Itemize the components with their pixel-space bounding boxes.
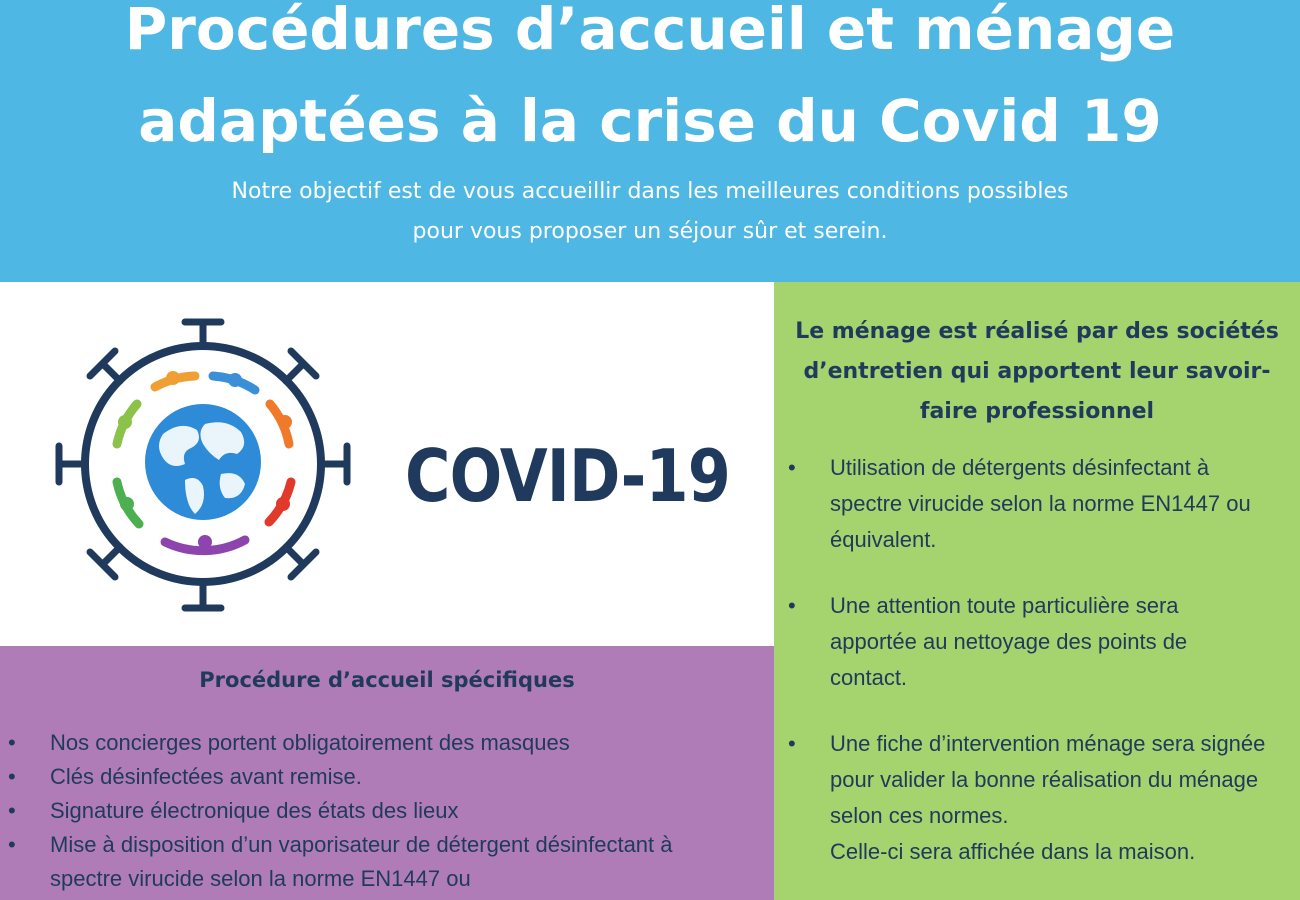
accueil-heading: Procédure d’accueil spécifiques xyxy=(199,668,575,692)
menage-list xyxy=(774,450,1270,900)
list-item-text: Une fiche d’intervention ménage sera signée pour valider la bonne réalisation du ménage selon ces normes. xyxy=(830,731,1266,828)
accueil-panel xyxy=(0,646,774,900)
covid-19-logo-text: COVID-19 xyxy=(405,434,730,518)
list-item: • Clés désinfectées avant remise. xyxy=(0,760,730,794)
list-item: • Une attention toute particulière sera apportée au nettoyage des points de contact. xyxy=(774,588,1270,696)
header-banner xyxy=(0,0,1300,282)
list-item xyxy=(774,726,1270,870)
virus-globe-people-icon xyxy=(45,312,365,622)
subtitle-line-1: Notre objectif est de vous accueillir dans les meilleures conditions possibles xyxy=(231,179,1069,204)
list-item: • Nos concierges portent obligatoirement des masques xyxy=(0,726,730,760)
list-item: • Signature électronique des états des lieux xyxy=(0,794,730,828)
menage-note: Celle-ci sera affichée dans la maison. xyxy=(830,839,1196,864)
menage-heading: Le ménage est réalisé par des sociétés d’entretien qui apportent leur savoir-faire professionnel xyxy=(795,319,1279,424)
title-line-2: adaptées à la crise du Covid 19 xyxy=(138,87,1162,155)
list-item: • Mise à disposition d’un vaporisateur de détergent désinfectant à spectre virucide selon la norme EN1447 ou xyxy=(0,828,730,896)
list-item: • Utilisation de détergents désinfectant à spectre virucide selon la norme EN1447 ou équivalent. xyxy=(774,450,1270,558)
subtitle-line-2: pour vous proposer un séjour sûr et serein. xyxy=(412,219,888,244)
title-line-1: Procédures d’accueil et ménage xyxy=(124,0,1176,63)
menage-panel xyxy=(774,282,1300,900)
accueil-list xyxy=(0,726,730,896)
